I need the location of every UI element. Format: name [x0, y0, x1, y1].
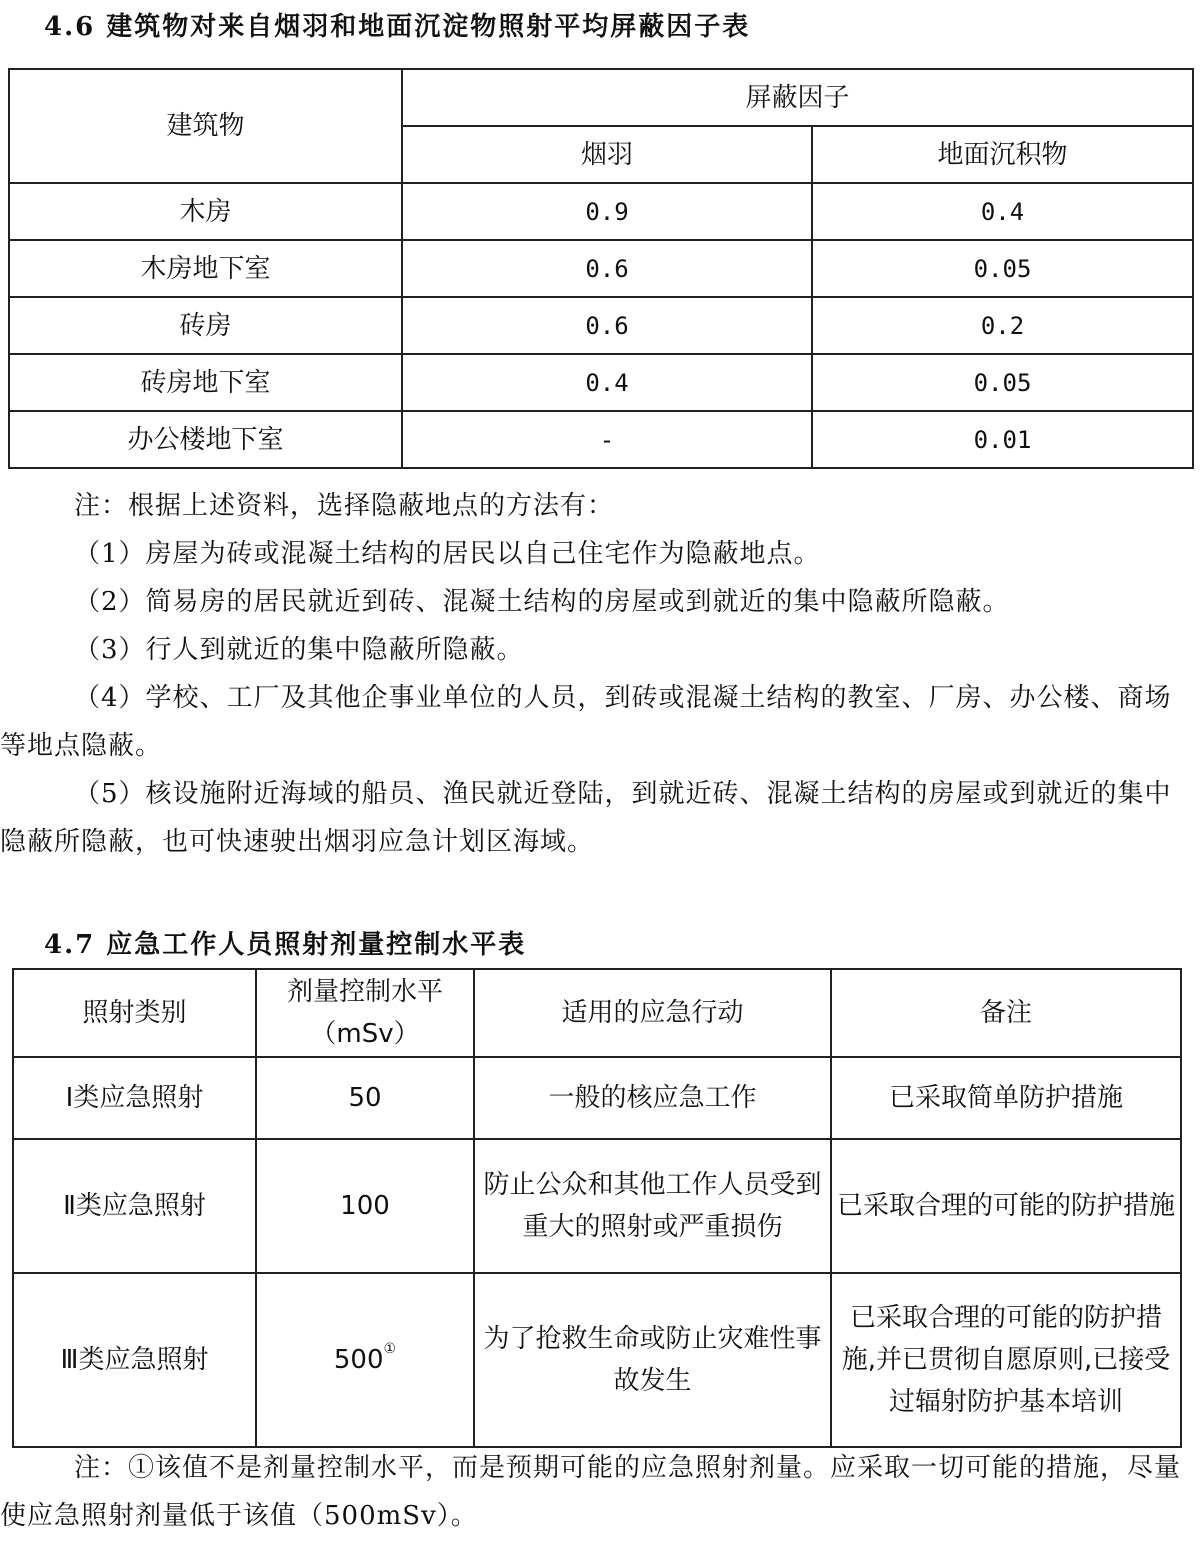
- footnote-marker: ①: [383, 1341, 397, 1357]
- cell-plume: -: [402, 411, 812, 468]
- note-intro: 注：根据上述资料，选择隐蔽地点的方法有：: [74, 491, 615, 521]
- table-row: [13, 1057, 1181, 1139]
- cell-plume: 0.6: [402, 240, 812, 297]
- dose-control-table: [12, 968, 1182, 1448]
- note-item-2: （2）简易房的居民就近到砖、混凝土结构的房屋或到就近的集中隐蔽所隐蔽。: [74, 587, 1010, 617]
- section-heading-dose-control: 4.7 应急工作人员照射剂量控制水平表: [44, 930, 527, 960]
- note-item-1: （1）房屋为砖或混凝土结构的居民以自己住宅作为隐蔽地点。: [74, 539, 821, 569]
- note-item-5: （5）核设施附近海域的船员、渔民就近登陆，到就近砖、混凝土结构的房屋或到就近的集中隐蔽所隐蔽，也可快速驶出烟羽应急计划区海域。: [0, 779, 1172, 857]
- col-header-plume: 烟羽: [402, 126, 812, 183]
- cell-ground: 0.05: [812, 354, 1193, 411]
- note-item-4: （4）学校、工厂及其他企事业单位的人员，到砖或混凝土结构的教室、厂房、办公楼、商场等地点隐蔽。: [0, 683, 1172, 761]
- dose-value: 100: [340, 1191, 390, 1221]
- shielding-factor-table: [8, 68, 1194, 469]
- cell-dose-level: [256, 1057, 474, 1139]
- table-row: [9, 411, 1193, 468]
- dose-value: 50: [348, 1083, 382, 1113]
- col-header-shielding-factor: 屏蔽因子: [402, 69, 1193, 126]
- dose-value: 500: [333, 1345, 384, 1375]
- table-row: [9, 354, 1193, 411]
- note-item-3: （3）行人到就近的集中隐蔽所隐蔽。: [74, 635, 524, 665]
- cell-building: 办公楼地下室: [9, 411, 402, 468]
- cell-dose-level: [256, 1273, 474, 1447]
- table-row: [9, 240, 1193, 297]
- col-header-building: 建筑物: [9, 69, 402, 183]
- cell-building: 砖房: [9, 297, 402, 354]
- col-header-emergency-action: 适用的应急行动: [474, 969, 831, 1057]
- cell-category: Ⅱ类应急照射: [13, 1139, 256, 1273]
- col-header-dose-level-name: 剂量控制水平: [286, 977, 443, 1007]
- cell-building: 木房地下室: [9, 240, 402, 297]
- cell-remark: 已采取合理的可能的防护措施,并已贯彻自愿原则,已接受过辐射防护基本培训: [831, 1273, 1181, 1447]
- cell-plume: 0.9: [402, 183, 812, 240]
- cell-ground: 0.2: [812, 297, 1193, 354]
- cell-category: Ⅰ类应急照射: [13, 1057, 256, 1139]
- section-heading-shielding: 4.6 建筑物对来自烟羽和地面沉淀物照射平均屏蔽因子表: [44, 12, 751, 42]
- cell-building: 砖房地下室: [9, 354, 402, 411]
- cell-ground: 0.4: [812, 183, 1193, 240]
- cell-ground: 0.05: [812, 240, 1193, 297]
- cell-action: 为了抢救生命或防止灾难性事故发生: [474, 1273, 831, 1447]
- cell-dose-level: [256, 1139, 474, 1273]
- col-header-exposure-category: 照射类别: [13, 969, 256, 1057]
- col-header-dose-level: [256, 969, 474, 1057]
- cell-action: 一般的核应急工作: [474, 1057, 831, 1139]
- cell-remark: 已采取简单防护措施: [831, 1057, 1181, 1139]
- cell-plume: 0.4: [402, 354, 812, 411]
- table-row: [13, 1139, 1181, 1273]
- col-header-remark: 备注: [831, 969, 1181, 1057]
- cell-ground: 0.01: [812, 411, 1193, 468]
- cell-action: 防止公众和其他工作人员受到重大的照射或严重损伤: [474, 1139, 831, 1273]
- col-header-ground-deposit: 地面沉积物: [812, 126, 1193, 183]
- table-row: [13, 1273, 1181, 1447]
- col-header-dose-level-unit: （mSv）: [310, 1019, 420, 1049]
- cell-remark: 已采取合理的可能的防护措施: [831, 1139, 1181, 1273]
- table-footnote: 注：①该值不是剂量控制水平，而是预期可能的应急照射剂量。应采取一切可能的措施，尽量使应急照射剂量低于该值（500mSv）。: [0, 1453, 1182, 1531]
- table-row: [9, 183, 1193, 240]
- cell-building: 木房: [9, 183, 402, 240]
- cell-plume: 0.6: [402, 297, 812, 354]
- table-row: [9, 297, 1193, 354]
- cell-category: Ⅲ类应急照射: [13, 1273, 256, 1447]
